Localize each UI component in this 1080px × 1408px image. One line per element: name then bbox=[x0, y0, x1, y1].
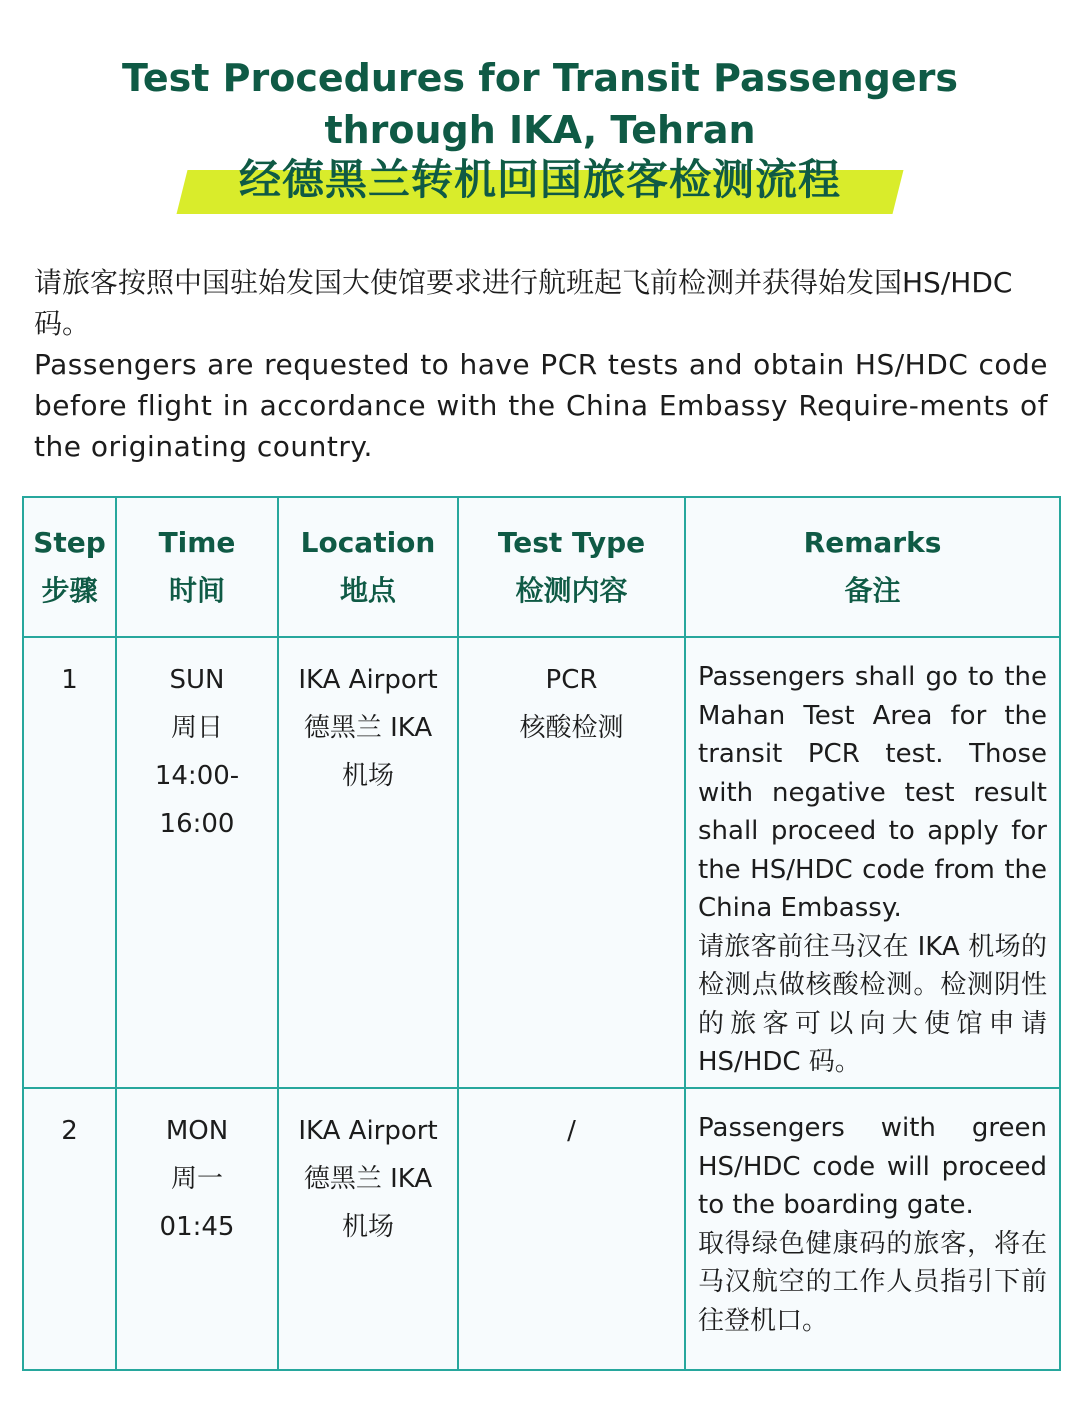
cell-test-type bbox=[458, 1088, 685, 1370]
remarks-en: Passengers with green HS/HDC code will proceed to the boarding gate. bbox=[698, 1113, 1047, 1220]
location-cn-line2: 机场 bbox=[341, 761, 394, 791]
location-cn-line1: 德黑兰 IKA bbox=[303, 1164, 433, 1194]
remarks-cn: 取得绿色健康码的旅客，将在马汉航空的工作人员指引下前往登机口。 bbox=[698, 1228, 1047, 1336]
cell-remarks bbox=[685, 1088, 1060, 1370]
remarks-en: Passengers shall go to the Mahan Test Area for the transit PCR test. Those with negative test result shall proceed to apply for the HS/HDC code from the China Embassy. bbox=[698, 662, 1047, 923]
title-cn: 经德黑兰转机回国旅客检测流程 bbox=[238, 155, 841, 204]
location-cn-line2: 机场 bbox=[341, 1212, 394, 1242]
header-remarks bbox=[685, 497, 1060, 637]
location-en: IKA Airport bbox=[298, 665, 438, 695]
time-day-en: SUN bbox=[169, 665, 225, 695]
remarks-cn: 请旅客前往马汉在 IKA 机场的检测点做核酸检测。检测阴性的旅客可以向大使馆申请HS/HDC 码。 bbox=[698, 931, 1047, 1077]
header-location-cn: 地点 bbox=[339, 574, 396, 607]
header-time-en: Time bbox=[158, 526, 236, 559]
table-row bbox=[23, 1088, 1060, 1370]
time-value: 14:00-16:00 bbox=[154, 761, 240, 839]
cell-test-type bbox=[458, 637, 685, 1088]
header-test-type-cn: 检测内容 bbox=[515, 574, 628, 607]
cell-step bbox=[23, 1088, 116, 1370]
header-time bbox=[116, 497, 278, 637]
header-location-en: Location bbox=[300, 526, 436, 559]
header-remarks-en: Remarks bbox=[803, 526, 942, 559]
cell-location bbox=[278, 637, 458, 1088]
cell-remarks bbox=[685, 637, 1060, 1088]
time-value: 01:45 bbox=[159, 1212, 235, 1242]
test-type-en: PCR bbox=[545, 665, 598, 695]
cell-location bbox=[278, 1088, 458, 1370]
intro-section bbox=[34, 262, 1048, 467]
title-en-line1: Test Procedures for Transit Passengers bbox=[122, 56, 958, 100]
header-step bbox=[23, 497, 116, 637]
title-cn-block bbox=[0, 154, 1080, 216]
header-test-type bbox=[458, 497, 685, 637]
step-number: 2 bbox=[61, 1116, 78, 1146]
header-time-cn: 时间 bbox=[168, 574, 225, 607]
header-location bbox=[278, 497, 458, 637]
location-en: IKA Airport bbox=[298, 1116, 438, 1146]
cell-step bbox=[23, 637, 116, 1088]
test-type-en: / bbox=[567, 1116, 576, 1146]
page-header bbox=[0, 52, 1080, 216]
intro-cn: 请旅客按照中国驻始发国大使馆要求进行航班起飞前检测并获得始发国HS/HDC 码。 bbox=[34, 266, 1013, 340]
header-test-type-en: Test Type bbox=[497, 526, 646, 559]
procedure-table bbox=[22, 496, 1061, 1371]
test-type-cn: 核酸检测 bbox=[519, 713, 624, 743]
intro-en: Passengers are requested to have PCR tests and obtain HS/HDC code before flight in accordance with the China Embassy Require-ments of the originating country. bbox=[34, 348, 1048, 463]
title-en-line2: through IKA, Tehran bbox=[324, 108, 756, 152]
table-header-row bbox=[23, 497, 1060, 637]
step-number: 1 bbox=[61, 665, 78, 695]
header-step-en: Step bbox=[33, 526, 106, 559]
header-step-cn: 步骤 bbox=[41, 574, 98, 607]
time-day-cn: 周一 bbox=[170, 1164, 223, 1194]
cell-time bbox=[116, 1088, 278, 1370]
location-cn-line1: 德黑兰 IKA bbox=[303, 713, 433, 743]
cell-time bbox=[116, 637, 278, 1088]
time-day-en: MON bbox=[165, 1116, 229, 1146]
header-remarks-cn: 备注 bbox=[844, 574, 901, 607]
table-row bbox=[23, 637, 1060, 1088]
time-day-cn: 周日 bbox=[170, 713, 223, 743]
